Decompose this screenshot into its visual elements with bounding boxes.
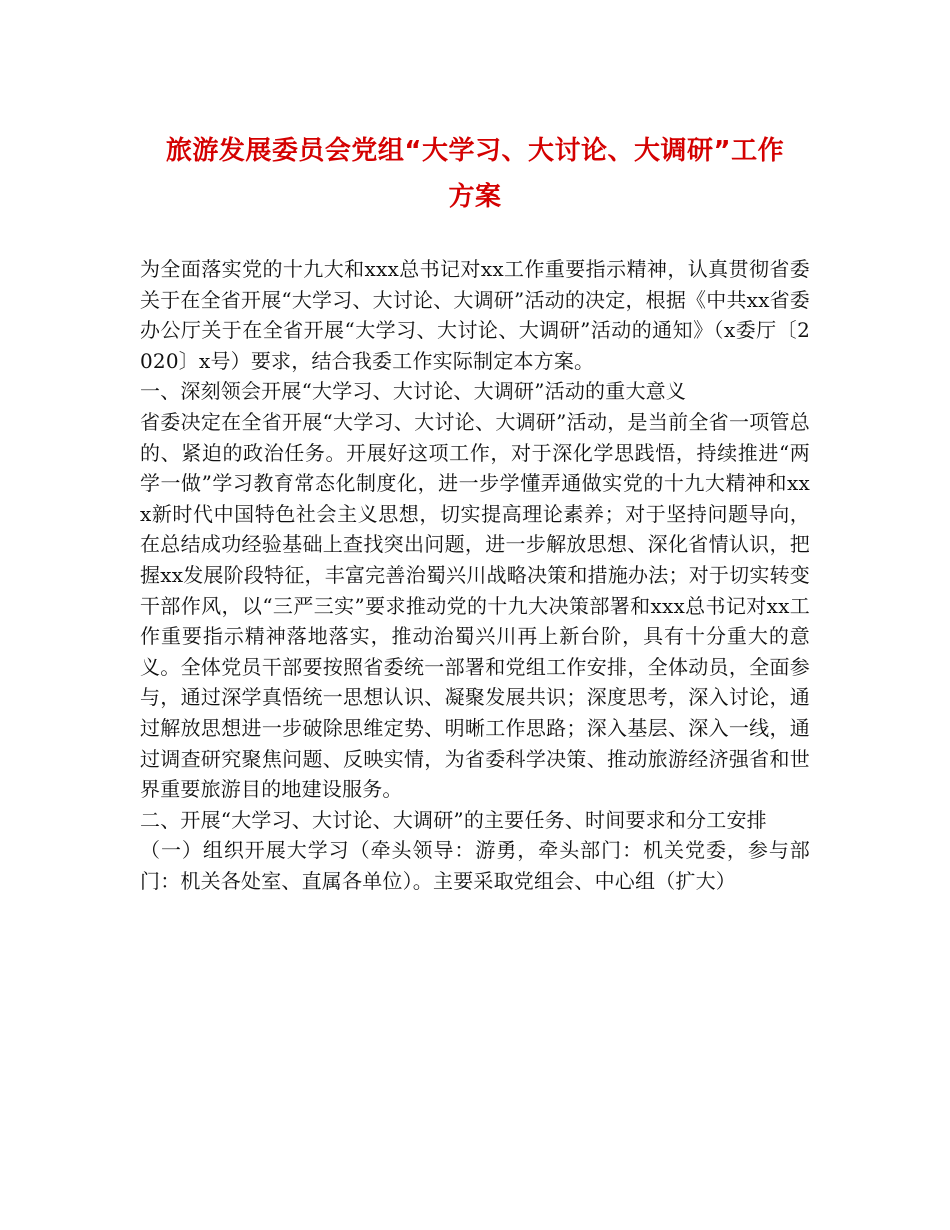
section-heading-1: 一、深刻领会开展“大学习、大讨论、大调研”活动的重大意义 [140,379,687,404]
intro-paragraph: 为全面落实党的十九大和xxx总书记对xx工作重要指示精神，认真贯彻省委关于在全省开展“大学习、大讨论、大调研”活动的决定，根据《中共xx省委办公厅关于在全省开展“大学习、大讨论、大调研”活动的通知》（x委厅〔2020〕x号）要求，结合我委工作实际制定本方案。 [140,257,811,373]
document-title [140,128,810,220]
title-line-2: 方案 [448,182,502,212]
section-heading-2: 二、开展“大学习、大讨论、大调研”的主要任务、时间要求和分工安排 [140,807,767,832]
subsection-1-paragraph: （一）组织开展大学习（牵头领导：游勇，牵头部门：机关党委，参与部门：机关各处室、直属各单位）。主要采取党组会、中心组（扩大） [140,838,810,893]
section-1-paragraph: 省委决定在全省开展“大学习、大讨论、大调研”活动，是当前全省一项管总的、紧迫的政治任务。开展好这项工作，对于深化学思践悟，持续推进“两学一做”学习教育常态化制度化，进一步学懂弄通做实党的十九大精神和xxx新时代中国特色社会主义思想，切实提高理论素养；对于坚持问题导向，在总结成功经验基础上查找突出问题，进一步解放思想、深化省情认识，把握xx发展阶段特征，丰富完善治蜀兴川战略决策和措施办法；对于切实转变干部作风，以“三严三实”要求推动党的十九大决策部署和xxx总书记对xx工作重要指示精神落地落实，推动治蜀兴川再上新台阶，具有十分重大的意义。全体党员干部要按照省委统一部署和党组工作安排，全体动员，全面参与，通过深学真悟统一思想认识、凝聚发展共识；深度思考，深入讨论，通过解放思想进一步破除思维定势、明晰工作思路；深入基层、深入一线，通过调查研究聚焦问题、反映实情，为省委科学决策、推动旅游经济强省和世界重要旅游目的地建设服务。 [140,409,810,802]
document-body [140,254,810,896]
title-line-1: 旅游发展委员会党组“大学习、大讨论、大调研”工作 [165,136,785,166]
